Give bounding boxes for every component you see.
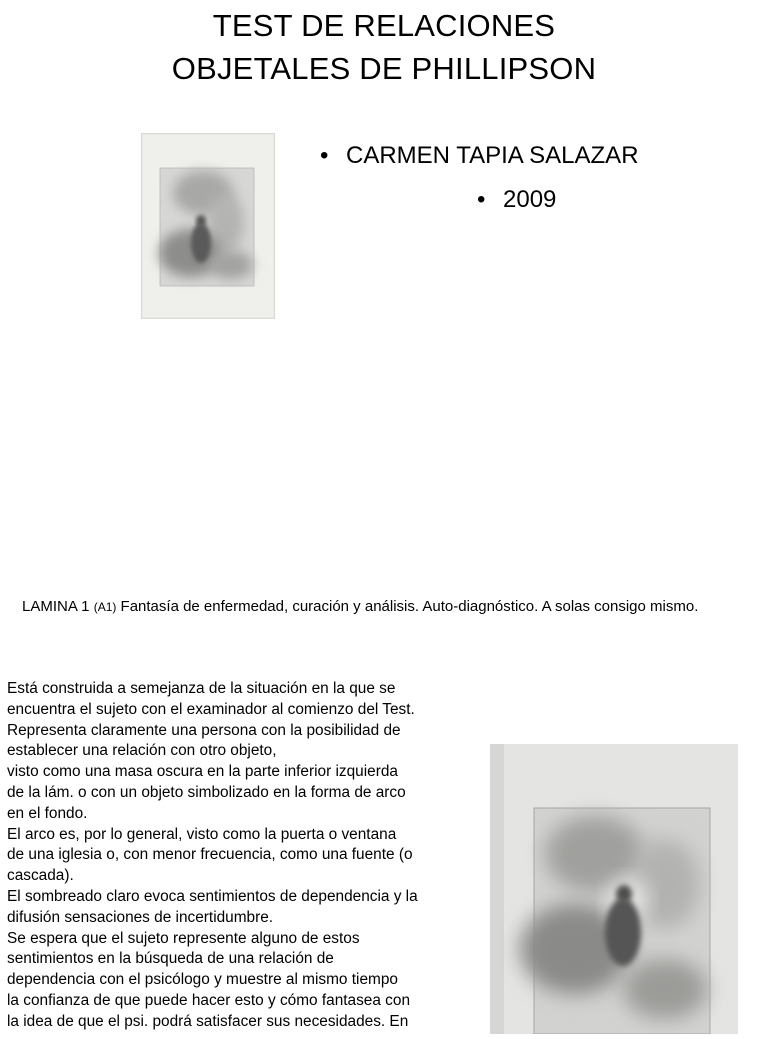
text-line: la idea de que el psi. podrá satisfacer sus necesidades. En	[7, 1012, 409, 1030]
bullet-marker: •	[320, 142, 329, 169]
lamina-label: LAMINA 1	[22, 598, 90, 615]
lamina-photo-image	[490, 744, 738, 1034]
bullet-year	[477, 185, 556, 215]
lamina-code: (A1)	[93, 600, 117, 614]
text-line: El sombreado claro evoca sentimientos de dependencia y la	[7, 887, 418, 905]
text-line: en el fondo.	[7, 804, 88, 822]
text-line: de una iglesia o, con menor frecuencia, como una fuente (o	[7, 846, 413, 864]
text-line: Representa claramente una persona con la posibilidad de	[7, 721, 401, 739]
text-line: Está construida a semejanza de la situación en la que se	[7, 680, 396, 697]
text-line: de la lám. o con un objeto simbolizado en la forma de arco	[7, 783, 406, 801]
text-line: difusión sensaciones de incertidumbre.	[7, 908, 274, 926]
text-line: sentimientos en la búsqueda de una relación de	[7, 950, 334, 968]
bullet-list	[0, 0, 768, 230]
description-paragraph	[7, 679, 477, 1033]
text-line: dependencia con el psicólogo y muestre al mismo tiempo	[7, 971, 398, 989]
author-name: CARMEN TAPIA SALAZAR	[346, 142, 639, 169]
bullet-author	[320, 141, 639, 171]
text-line: la confianza de que puede hacer esto y cómo fantasea con	[7, 991, 410, 1009]
text-line: cascada).	[7, 867, 74, 885]
lamina-thumbnail-image	[141, 133, 275, 319]
year-value: 2009	[503, 186, 557, 213]
text-line: establecer una relación con otro objeto,	[7, 742, 277, 760]
text-line: visto como una masa oscura en la parte inferior izquierda	[7, 763, 398, 781]
text-line: Se espera que el sujeto represente alguno de estos	[7, 929, 360, 947]
text-line: encuentra el sujeto con el examinador al comienzo del Test.	[7, 700, 415, 718]
text-line: El arco es, por lo general, visto como la puerta o ventana	[7, 825, 397, 843]
title-line-2: OBJETALES DE PHILLIPSON	[171, 51, 597, 86]
title-line-1: TEST DE RELACIONES	[212, 8, 556, 43]
lamina-caption	[22, 595, 742, 619]
bullet-marker: •	[477, 186, 486, 213]
lamina-description: Fantasía de enfermedad, curación y análisis. Auto-diagnóstico. A solas consigo mismo.	[116, 598, 699, 615]
